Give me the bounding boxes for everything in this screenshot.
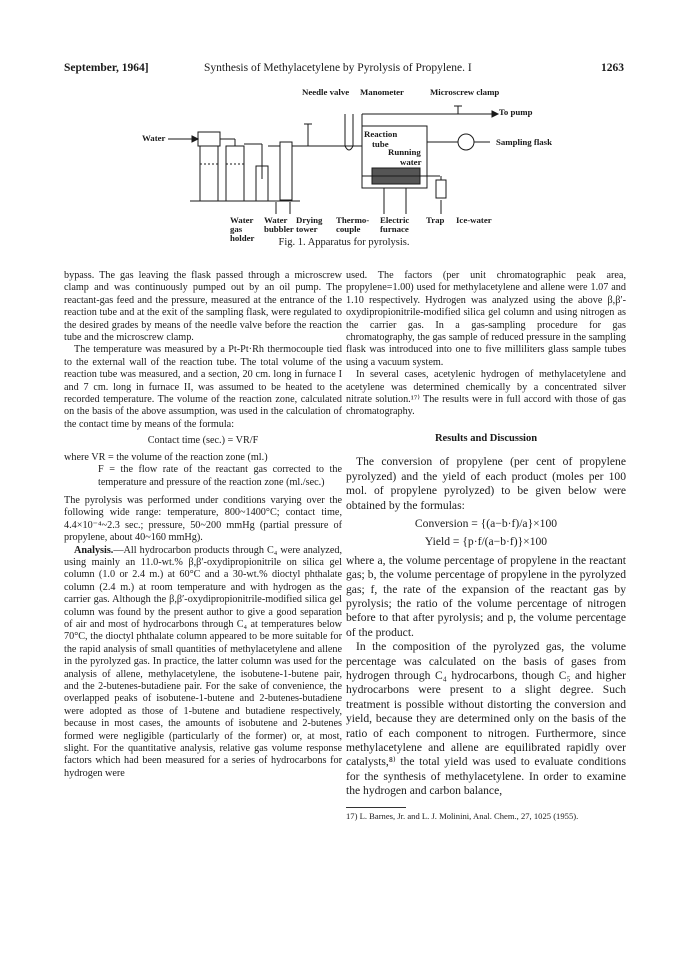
- label-water-bubbler: Water bubbler: [264, 215, 294, 234]
- label-running: Running: [388, 147, 421, 157]
- paragraph: bypass. The gas leaving the flask passed through a microscrew clamp and was continuously pumped out by an oil pump. The reactant-gas feed and the pressure, measured at the entrance of the reaction tube and at the exit of the sampling flask, were regulated to the desired grades by means of the needle valve before the reaction tube and the microscrew clamp.: [64, 270, 342, 344]
- definition-f: F = the flow rate of the reactant gas corrected to the temperature and pressure of the reaction zone (ml./sec.): [98, 464, 342, 488]
- definition-vr: where VR = the volume of the reaction zone (ml.): [64, 451, 268, 463]
- label-ice-water: Ice-water: [456, 215, 492, 225]
- right-column: [346, 270, 626, 821]
- header-date: September, 1964]: [64, 62, 149, 74]
- apparatus-figure: [140, 84, 560, 254]
- label-needle-valve: Needle valve: [302, 87, 350, 97]
- paragraph: In several cases, acetylenic hydrogen of methylacetylene and acetylene was determined chemically by a concentrated silver nitrate solution.¹⁷⁾ The results were in full accord with those of gas chromatography.: [346, 369, 626, 418]
- label-thermocouple: Thermo- couple: [336, 215, 370, 234]
- label-water-inlet: Water: [142, 133, 166, 143]
- label-electric-furnace: Electric furnace: [380, 215, 410, 234]
- yield-formula: Yield = {p·f/(a−b·f)}×100: [424, 535, 548, 549]
- footnote: 17) L. Barnes, Jr. and L. J. Molinini, Anal. Chem., 27, 1025 (1955).: [346, 810, 579, 821]
- figure-caption: Fig. 1. Apparatus for pyrolysis.: [278, 237, 410, 248]
- contact-time-formula: Contact time (sec.) = VR/F: [147, 435, 259, 447]
- page-number: 1263: [601, 62, 624, 74]
- label-sampling-flask: Sampling flask: [496, 137, 552, 147]
- label-manometer: Manometer: [360, 87, 404, 97]
- label-water-gas-holder: Water gas holder: [230, 215, 255, 243]
- header-title: Synthesis of Methylacetylene by Pyrolysis of Propylene. I: [204, 62, 472, 74]
- paragraph: The pyrolysis was performed under conditions varying over the following wide range: temperature, 800~1400°C; contact time, 4.4×10⁻⁴~2.3 sec.; pressure, 50~200 mmHg (partial pressure of propylene, about 40~160 mmHg).: [64, 494, 342, 544]
- paragraph: In the composition of the pyrolyzed gas, the volume percentage was calculated on the basis of gases from hydrogen through C₄ hydrocarbons, though C₅ and higher hydrocarbons were present to a slight degree. Such treatment is possible without distorting the conversion and yield, because they are determined only on the basis of the ratio of each component to nitrogen. Furthermore, since methylacetylene and allene are equilibrated rapidly over catalysts,⁸⁾ the total yield was used to evaluate conditions for the synthesis of methylacetylene. In order to examine the hydrogen and carbon balance,: [346, 640, 626, 798]
- label-water: water: [400, 157, 422, 167]
- label-trap: Trap: [426, 215, 445, 225]
- paragraph: used. The factors (per unit chromatographic peak area, propylene=1.00) used for methylacetylene and allene were 1.07 and 1.10 respectively. Hydrogen was analyzed using the above β,β′-oxydipropionitrile-modified silica gel column and using nitrogen as the carrier gas. In a gas-sampling procedure for gas chromatography, the gas sample of reduced pressure in the sampling flask was introduced into one to five milliliters glass sample tubes using a vacuum system.: [346, 270, 626, 368]
- paragraph-analysis: Analysis.—All hydrocarbon products through C₄ were analyzed, using mainly an 11.0-wt.% β,β′-oxydipropionitrile on silica gel column (1.0 or 2.4 m.) at 60°C and a 30-wt.% dioctyl phthalate column (2.4 m.) at room temperature and with hydrogen as the carrier gas. Although the β,β′-oxydipropionitrile-modified silica gel column was found by the present author to give a good separation of air and most of hydrocarbons through C₄ at temperatures below 70°C, the dioctyl phthalate column appeared to be more suitable for the rapid analysis of small quantities of methylacetylene and allene in the pyrolyzed gas. In practice, the latter column was used for the analysis of allene, methylacetylene, the isobutene-1-butene pair, and the 2-butenes-butadiene pair. For the sake of convenience, the overlapped peaks of isobutene-1-butene and 2-butenes-butadiene were adopted as those of 1-butene and butadiene respectively, because in most cases, the amounts of isobutene and 2-butenes formed were negligible (particularly of the former) or, at most, slight. For the quantitative analysis, relative gas volume response factors which had been measured for a series of hydrocarbons for hydrogen were: [64, 544, 342, 779]
- analysis-heading: Analysis.: [74, 544, 114, 556]
- label-reaction: Reaction: [364, 129, 398, 139]
- conversion-formula: Conversion = {(a−b·f)/a}×100: [414, 516, 558, 530]
- left-column: [64, 270, 342, 780]
- paragraph: The temperature was measured by a Pt-Pt·Rh thermocouple tied to the external wall of the reaction tube. The total volume of the reaction tube was measured, and a section, 20 cm. long in furnace I and 7 cm. long in furnace II, was assumed to be heated to the recorded temperature. The volume of the reaction zone, calculated on the basis of the above assumption, was used in the calculation of the contact time by means of the formula:: [64, 344, 342, 430]
- label-to-pump: → To pump: [488, 107, 533, 117]
- running-header: [64, 62, 624, 78]
- section-heading: Results and Discussion: [434, 432, 538, 444]
- paragraph: where a, the volume percentage of propylene in the reactant gas; b, the volume percentage of propylene in the pyrolyzed gas; f, the rate of the expansion of the reactant gas by pyrolysis; the ratio of the volume percentage of nitrogen before to that after pyrolysis; and p, the volume percentage of the product.: [346, 553, 626, 639]
- label-microscrew-clamp: Microscrew clamp: [430, 87, 500, 97]
- paragraph: The conversion of propylene (per cent of propylene pyrolyzed) and the yield of each product (moles per 100 mol. of propylene pyrolyzed) to be given below were obtained by the formulas:: [346, 455, 626, 512]
- label-drying-tower: Drying tower: [296, 215, 323, 234]
- formula-definitions: [64, 452, 342, 489]
- footnote-rule: [346, 807, 406, 808]
- label-tube: tube: [372, 139, 389, 149]
